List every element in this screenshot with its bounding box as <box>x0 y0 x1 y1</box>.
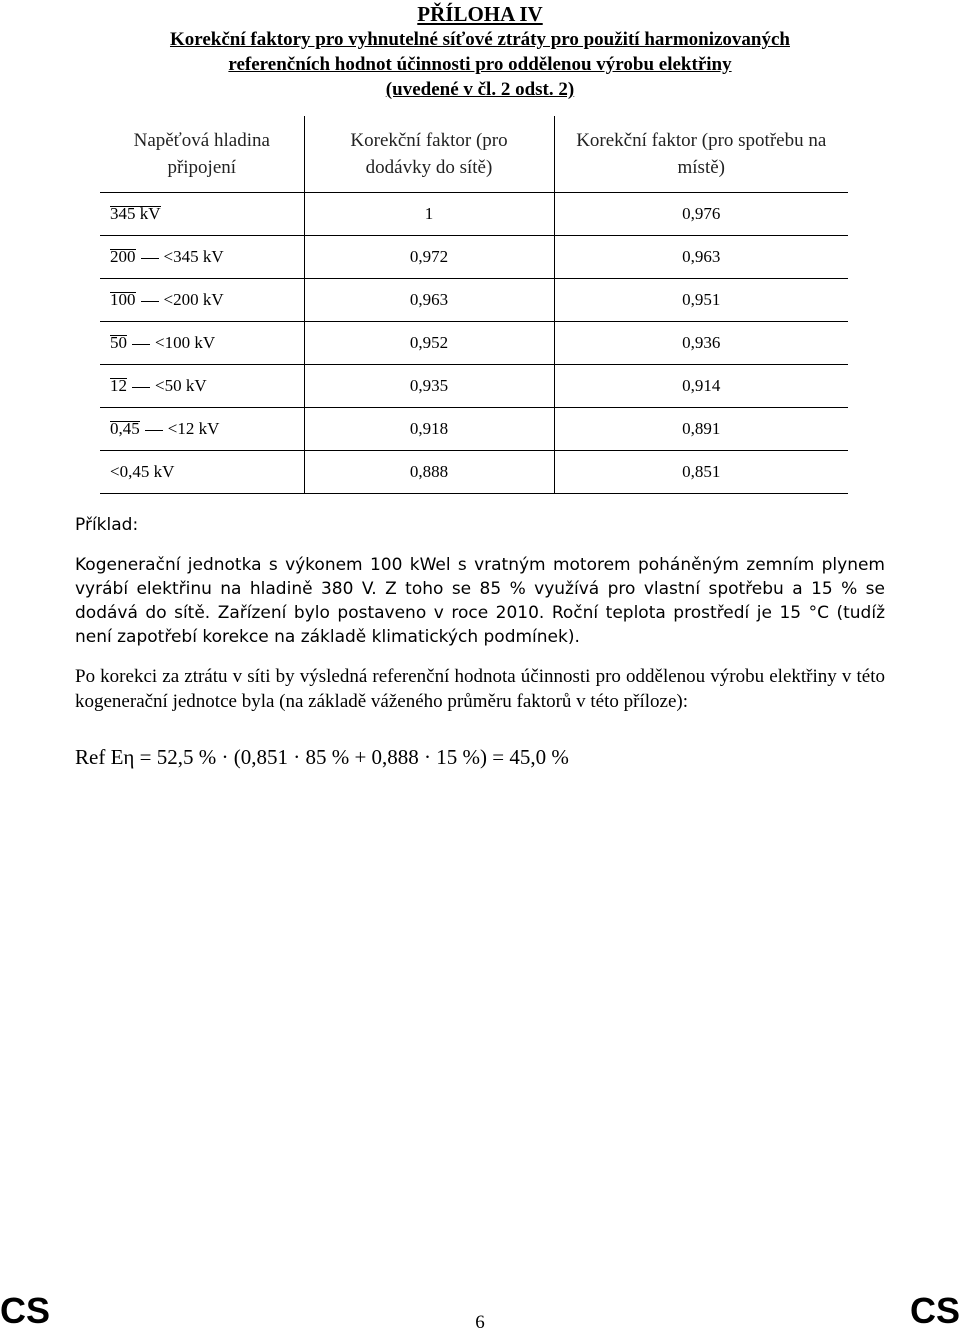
range-dash-icon <box>132 344 150 345</box>
grid-factor-cell: 0,888 <box>304 451 554 494</box>
range-low-text: 50 <box>110 333 127 352</box>
column-header-onsite-factor <box>554 116 848 193</box>
example-label: Příklad: <box>75 515 139 535</box>
voltage-level-cell <box>100 451 304 494</box>
ge-symbol-lower-bound <box>110 333 127 353</box>
column-header-voltage <box>100 116 304 193</box>
range-high-text: <200 kV <box>163 290 224 309</box>
range-high-text: <100 kV <box>155 333 216 352</box>
example-formula: Ref Eη = 52,5 % · (0,851 · 85 % + 0,888 · 15 %) = 45,0 % <box>75 745 569 769</box>
table-row <box>100 193 848 236</box>
ge-symbol-lower-bound <box>110 247 136 267</box>
grid-factor-cell: 0,952 <box>304 322 554 365</box>
annex-subtitle-line-3: (uvedené v čl. 2 odst. 2) <box>385 79 575 100</box>
column-header-grid-factor <box>304 116 554 193</box>
header-line: místě) <box>677 157 725 178</box>
voltage-level-cell <box>100 408 304 451</box>
header-line: dodávky do sítě) <box>365 157 493 178</box>
range-dash-icon <box>141 258 159 259</box>
footer-language-left: CS <box>0 1290 51 1331</box>
onsite-factor-cell: 0,851 <box>554 451 848 494</box>
voltage-level-cell <box>100 322 304 365</box>
example-paragraph-2: Po korekci za ztrátu v síti by výsledná referenční hodnota účinnosti pro oddělenou výrobu elektřiny v této kogenerační jednotce byla (na základě váženého průměru faktorů v této příloze): <box>75 666 885 712</box>
range-low-text: 0,45 <box>110 419 140 438</box>
voltage-level-cell <box>100 365 304 408</box>
ge-symbol-lower-bound <box>110 290 136 310</box>
range-high-text: <50 kV <box>155 376 207 395</box>
grid-factor-cell: 1 <box>304 193 554 236</box>
onsite-factor-cell: 0,936 <box>554 322 848 365</box>
grid-factor-cell: 0,918 <box>304 408 554 451</box>
annex-header <box>0 2 960 102</box>
table-row <box>100 322 848 365</box>
table-row <box>100 408 848 451</box>
page-number: 6 <box>475 1312 485 1333</box>
range-high-text: <12 kV <box>167 419 220 438</box>
correction-factor-table <box>100 116 848 494</box>
range-high-text: <345 kV <box>163 247 224 266</box>
range-low-text: 100 <box>110 290 136 309</box>
table-header-row <box>100 116 848 193</box>
grid-factor-cell: 0,935 <box>304 365 554 408</box>
table-row <box>100 365 848 408</box>
annex-title: PŘÍLOHA IV <box>417 2 543 26</box>
header-line: Korekční faktor (pro spotřebu na <box>576 130 827 151</box>
ge-symbol-lower-bound <box>110 419 140 439</box>
header-line: Korekční faktor (pro <box>350 130 508 151</box>
ge-symbol-lower-bound <box>110 204 161 224</box>
header-line: Napěťová hladina <box>133 130 270 151</box>
onsite-factor-cell: 0,891 <box>554 408 848 451</box>
grid-factor-cell: 0,972 <box>304 236 554 279</box>
range-dash-icon <box>145 430 163 431</box>
header-line: připojení <box>167 157 237 178</box>
voltage-level-cell <box>100 193 304 236</box>
example-paragraph-1: Kogenerační jednotka s výkonem 100 kWel s vratným motorem poháněným zemním plynem vyrábí elektřinu na hladině 380 V. Z toho se 85 % využívá pro vlastní spotřebu a 15 % se dodává do sítě. Zařízení bylo postaveno v roce 2010. Roční teplota prostředí je 15 °C (tudíž není zapotřebí korekce na základě klimatických podmínek). <box>75 555 885 647</box>
grid-factor-cell: 0,963 <box>304 279 554 322</box>
onsite-factor-cell: 0,951 <box>554 279 848 322</box>
annex-subtitle-line-2: referenčních hodnot účinnosti pro oddělenou výrobu elektřiny <box>228 54 732 75</box>
table-row <box>100 279 848 322</box>
onsite-factor-cell: 0,976 <box>554 193 848 236</box>
range-low-text: <0,45 kV <box>110 462 175 481</box>
range-low-text: 345 kV <box>110 204 161 223</box>
table-row <box>100 236 848 279</box>
voltage-level-cell <box>100 279 304 322</box>
voltage-level-cell <box>100 236 304 279</box>
onsite-factor-cell: 0,914 <box>554 365 848 408</box>
lower-bound <box>110 462 174 481</box>
range-dash-icon <box>132 387 150 388</box>
annex-subtitle-line-1: Korekční faktory pro vyhnutelné síťové ztráty pro použití harmonizovaných <box>169 29 790 50</box>
onsite-factor-cell: 0,963 <box>554 236 848 279</box>
ge-symbol-lower-bound <box>110 376 127 396</box>
range-low-text: 12 <box>110 376 127 395</box>
footer-language-right: CS <box>909 1290 960 1331</box>
table-row <box>100 451 848 494</box>
range-low-text: 200 <box>110 247 136 266</box>
range-dash-icon <box>141 301 159 302</box>
